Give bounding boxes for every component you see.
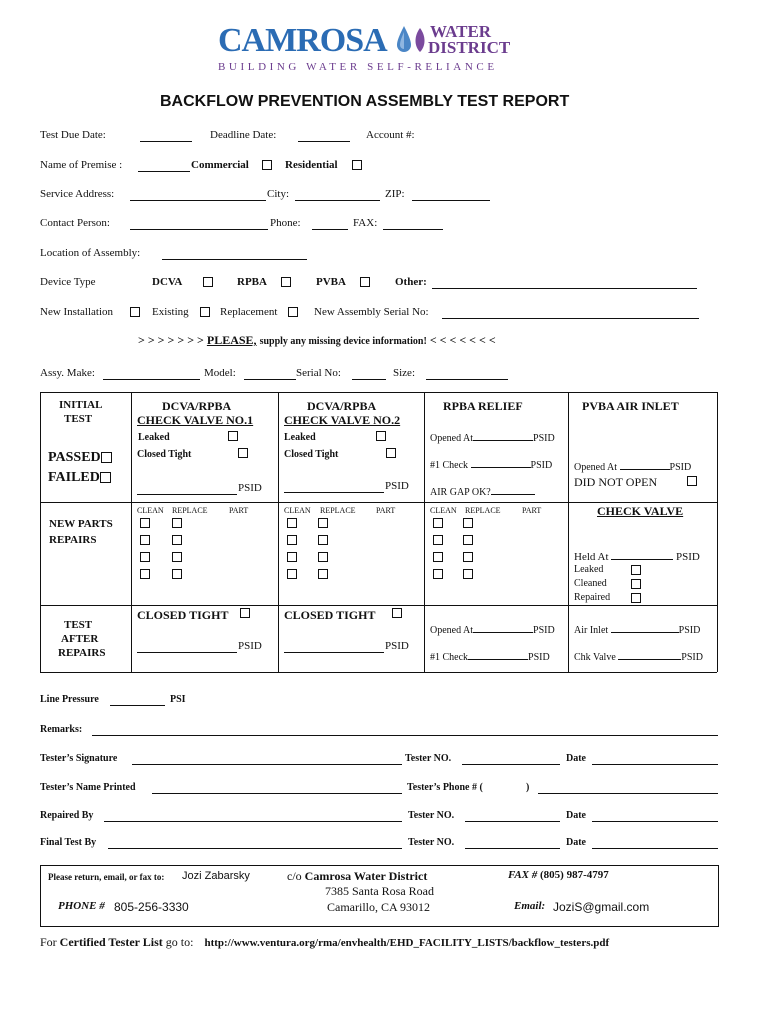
tester-no-label-1: Tester NO. — [405, 753, 452, 764]
col1-replace-checkbox[interactable] — [172, 552, 182, 562]
col2-after-psid-label: PSID — [385, 640, 409, 652]
contact-label: Contact Person: — [40, 217, 110, 229]
test-after-label: TEST — [64, 619, 93, 631]
col3-replace-checkbox[interactable] — [463, 518, 473, 528]
model-label: Model: — [204, 367, 236, 379]
col4-opened-label: Opened At PSID — [574, 459, 691, 473]
pvba-label: PVBA — [316, 276, 346, 288]
col3-header: RPBA RELIEF — [443, 399, 523, 413]
date-label-2: Date — [566, 810, 586, 821]
col1-replace-checkbox[interactable] — [172, 535, 182, 545]
please-word: PLEASE, — [206, 333, 257, 347]
col1-replace-checkbox[interactable] — [172, 518, 182, 528]
serial-field[interactable] — [352, 379, 386, 380]
location-label: Location of Assembly: — [40, 247, 141, 259]
col2-closed-checkbox[interactable] — [386, 448, 396, 458]
date-label-1: Date — [566, 753, 586, 764]
col2-header2: CHECK VALVE NO.2 — [284, 413, 401, 427]
rpba-label: RPBA — [237, 276, 267, 288]
phone-footer-value: 805-256-3330 — [114, 900, 189, 914]
col1-clean-checkbox[interactable] — [140, 518, 150, 528]
tester-name-label: Tester’s Name Printed — [40, 782, 136, 793]
logo-water: WATER — [430, 22, 492, 41]
col2-replace-checkbox[interactable] — [318, 552, 328, 562]
col1-clean-checkbox[interactable] — [140, 535, 150, 545]
dcva-label: DCVA — [152, 276, 183, 288]
col2-clean-checkbox[interactable] — [287, 535, 297, 545]
failed-checkbox[interactable] — [100, 472, 111, 483]
repairs-label: REPAIRS — [49, 534, 97, 546]
address-line-2: Camarillo, CA 93012 — [327, 900, 430, 914]
col2-psid-label: PSID — [385, 480, 409, 492]
city-field[interactable] — [295, 200, 380, 201]
replacement-label: Replacement — [220, 306, 278, 318]
col4-check-valve: CHECK VALVE — [597, 504, 684, 518]
water-drop-icon — [395, 24, 413, 54]
email-footer-label: Email: — [514, 900, 546, 912]
page-title: BACKFLOW PREVENTION ASSEMBLY TEST REPORT — [160, 93, 570, 110]
col1-psid-field[interactable] — [137, 494, 237, 495]
tester-name-field[interactable] — [152, 793, 402, 794]
existing-checkbox[interactable] — [200, 307, 210, 317]
col2-replace-checkbox[interactable] — [318, 569, 328, 579]
col4-leaked-checkbox[interactable] — [631, 565, 641, 575]
fax-field[interactable] — [383, 229, 443, 230]
col3-replace: REPLACE — [465, 506, 501, 515]
final-test-field[interactable] — [108, 848, 402, 849]
col4-did-not-open-checkbox[interactable] — [687, 476, 697, 486]
col4-did-not-open: DID NOT OPEN — [574, 475, 658, 489]
date-field-2[interactable] — [592, 821, 718, 822]
date-field-1[interactable] — [592, 764, 718, 765]
col1-psid-label: PSID — [238, 482, 262, 494]
premise-label: Name of Premise : — [40, 159, 123, 171]
device-type-label: Device Type — [40, 276, 96, 288]
deadline-field[interactable] — [298, 141, 350, 142]
col4-air-inlet: Air Inlet PSID — [574, 622, 700, 636]
col1-header2: CHECK VALVE NO.1 — [137, 413, 254, 427]
col2-psid-field[interactable] — [284, 492, 384, 493]
co-line: c/o Camrosa Water District — [287, 869, 428, 883]
col4-chk-valve: Chk Valve PSID — [574, 649, 703, 663]
col2-replace: REPLACE — [320, 506, 356, 515]
commercial-label: Commercial — [191, 159, 249, 171]
logo-camrosa: CAMROSA — [218, 22, 387, 59]
phone-footer-label: PHONE # — [58, 900, 105, 912]
line-pressure-label: Line Pressure — [40, 694, 99, 705]
leaf-icon — [412, 26, 428, 54]
premise-field[interactable] — [138, 171, 190, 172]
please-notice — [138, 333, 496, 348]
test-due-field[interactable] — [140, 141, 192, 142]
zip-field[interactable] — [412, 200, 490, 201]
return-label: Please return, email, or fax to: — [48, 872, 165, 882]
col3-clean-checkbox[interactable] — [433, 552, 443, 562]
col2-closed-tight-checkbox[interactable] — [392, 608, 402, 618]
col2-clean-checkbox[interactable] — [287, 518, 297, 528]
col3-after-opened: Opened At PSID — [430, 622, 555, 636]
date-label-3: Date — [566, 837, 586, 848]
psi-label: PSI — [170, 694, 186, 705]
col1-replace-checkbox[interactable] — [172, 569, 182, 579]
date-field-3[interactable] — [592, 848, 718, 849]
col1-closed-tight-checkbox[interactable] — [240, 608, 250, 618]
new-install-checkbox[interactable] — [130, 307, 140, 317]
col1-replace: REPLACE — [172, 506, 208, 515]
city-label: City: — [267, 188, 290, 200]
please-rest: supply any missing device information! — [259, 336, 427, 347]
repaired-by-label: Repaired By — [40, 810, 94, 821]
fax-label: FAX: — [353, 217, 378, 229]
col1-closed-checkbox[interactable] — [238, 448, 248, 458]
tester-no-field-1[interactable] — [462, 764, 560, 765]
test-label: TEST — [64, 413, 93, 425]
col1-clean-checkbox[interactable] — [140, 552, 150, 562]
tester-sig-field[interactable] — [132, 764, 402, 765]
assy-make-field[interactable] — [103, 379, 200, 380]
col2-leaked-checkbox[interactable] — [376, 431, 386, 441]
col3-clean-checkbox[interactable] — [433, 518, 443, 528]
commercial-checkbox[interactable] — [262, 160, 272, 170]
repairs-after-label: REPAIRS — [58, 647, 106, 659]
service-label: Service Address: — [40, 188, 115, 200]
existing-label: Existing — [152, 306, 189, 318]
col1-clean-checkbox[interactable] — [140, 569, 150, 579]
col4-repaired: Repaired — [574, 592, 611, 603]
remarks-label: Remarks: — [40, 724, 83, 735]
remarks-field[interactable] — [92, 735, 718, 736]
after-label: AFTER — [61, 633, 99, 645]
assy-make-label: Assy. Make: — [40, 367, 95, 379]
failed-label: FAILED — [48, 470, 111, 486]
tester-phone-close: ) — [526, 782, 530, 793]
col3-replace-checkbox[interactable] — [463, 552, 473, 562]
col1-leaked-checkbox[interactable] — [228, 431, 238, 441]
col2-closed-label: Closed Tight — [284, 449, 339, 460]
serial-no-field[interactable] — [442, 318, 699, 319]
col3-replace-checkbox[interactable] — [463, 535, 473, 545]
col2-header1: DCVA/RPBA — [307, 399, 377, 413]
repaired-by-field[interactable] — [104, 821, 402, 822]
col3-clean: CLEAN — [430, 506, 457, 515]
col2-clean-checkbox[interactable] — [287, 569, 297, 579]
tester-no-field-2[interactable] — [465, 821, 560, 822]
replacement-checkbox[interactable] — [288, 307, 298, 317]
col2-part: PART — [376, 506, 396, 515]
col2-closed-tight-caps: CLOSED TIGHT — [284, 608, 376, 622]
account-label: Account #: — [366, 129, 415, 141]
zip-label: ZIP: — [385, 188, 405, 200]
residential-label: Residential — [285, 159, 338, 171]
col2-replace-checkbox[interactable] — [318, 535, 328, 545]
col4-cleaned: Cleaned — [574, 578, 607, 589]
col1-after-psid-label: PSID — [238, 640, 262, 652]
tester-phone-field[interactable] — [538, 793, 718, 794]
tester-no-field-3[interactable] — [465, 848, 560, 849]
test-due-label: Test Due Date: — [40, 129, 106, 141]
col1-closed-label: Closed Tight — [137, 449, 192, 460]
phone-field[interactable] — [312, 229, 348, 230]
contact-field[interactable] — [130, 229, 268, 230]
serial-label: Serial No: — [296, 367, 341, 379]
tester-no-label-2: Tester NO. — [408, 810, 455, 821]
col3-check1-label: #1 Check PSID — [430, 457, 552, 471]
passed-label: PASSED — [48, 450, 112, 466]
tester-sig-label: Tester’s Signature — [40, 753, 118, 764]
final-test-label: Final Test By — [40, 837, 97, 848]
col4-header: PVBA AIR INLET — [582, 399, 679, 413]
size-field[interactable] — [426, 379, 508, 380]
col4-repaired-checkbox[interactable] — [631, 593, 641, 603]
col3-part: PART — [522, 506, 542, 515]
col1-clean: CLEAN — [137, 506, 164, 515]
address-line-1: 7385 Santa Rosa Road — [325, 884, 434, 898]
pvba-checkbox[interactable] — [360, 277, 370, 287]
size-label: Size: — [393, 367, 415, 379]
col1-leaked-label: Leaked — [138, 432, 170, 443]
location-field[interactable] — [162, 259, 307, 260]
col3-replace-checkbox[interactable] — [463, 569, 473, 579]
col3-clean-checkbox[interactable] — [433, 569, 443, 579]
arrows-right: < < < < < < < — [429, 333, 496, 347]
tester-phone-label: Tester’s Phone # ( — [407, 782, 483, 793]
col2-after-psid-field[interactable] — [284, 652, 384, 653]
col2-clean-checkbox[interactable] — [287, 552, 297, 562]
col1-closed-tight-caps: CLOSED TIGHT — [137, 608, 229, 622]
residential-checkbox[interactable] — [352, 160, 362, 170]
dcva-checkbox[interactable] — [203, 277, 213, 287]
other-field[interactable] — [432, 288, 697, 289]
initial-label: INITIAL — [59, 399, 103, 411]
new-parts-label: NEW PARTS — [49, 518, 113, 530]
email-footer-value[interactable]: JoziS@gmail.com — [553, 900, 650, 914]
col2-replace-checkbox[interactable] — [318, 518, 328, 528]
cert-url-link[interactable]: http://www.ventura.org/rma/envhealth/EHD_FACILITY_LISTS/backflow_testers.pdf — [204, 937, 610, 949]
return-name: Jozi Zabarsky — [182, 870, 250, 882]
serial-no-label: New Assembly Serial No: — [314, 306, 429, 318]
col4-held-at: Held At PSID — [574, 551, 700, 563]
passed-checkbox[interactable] — [101, 452, 112, 463]
tester-no-label-3: Tester NO. — [408, 837, 455, 848]
col4-cleaned-checkbox[interactable] — [631, 579, 641, 589]
logo-district: DISTRICT — [428, 38, 511, 57]
service-field[interactable] — [130, 200, 266, 201]
model-field[interactable] — [244, 379, 296, 380]
cert-line: For Certified Tester List go to: http://www.ventura.org/rma/envhealth/EHD_FACILITY_LISTS/backflow_testers.pdf — [40, 935, 610, 949]
col2-clean: CLEAN — [284, 506, 311, 515]
col2-leaked-label: Leaked — [284, 432, 316, 443]
col3-clean-checkbox[interactable] — [433, 535, 443, 545]
phone-label: Phone: — [270, 217, 301, 229]
col1-part: PART — [229, 506, 249, 515]
new-install-label: New Installation — [40, 306, 114, 318]
arrows-left: > > > > > > > — [138, 333, 204, 347]
fax-footer: FAX # (805) 987-4797 — [508, 869, 609, 881]
col4-leaked: Leaked — [574, 564, 604, 575]
other-label: Other: — [395, 276, 427, 288]
logo-tagline: BUILDING WATER SELF-RELIANCE — [218, 61, 498, 73]
line-pressure-field[interactable] — [110, 705, 165, 706]
col3-after-check1: #1 Check PSID — [430, 649, 550, 663]
deadline-label: Deadline Date: — [210, 129, 277, 141]
col3-airgap-label: AIR GAP OK? — [430, 484, 535, 498]
col1-after-psid-field[interactable] — [137, 652, 237, 653]
col1-header1: DCVA/RPBA — [162, 399, 232, 413]
col3-opened-label: Opened At PSID — [430, 430, 555, 444]
rpba-checkbox[interactable] — [281, 277, 291, 287]
